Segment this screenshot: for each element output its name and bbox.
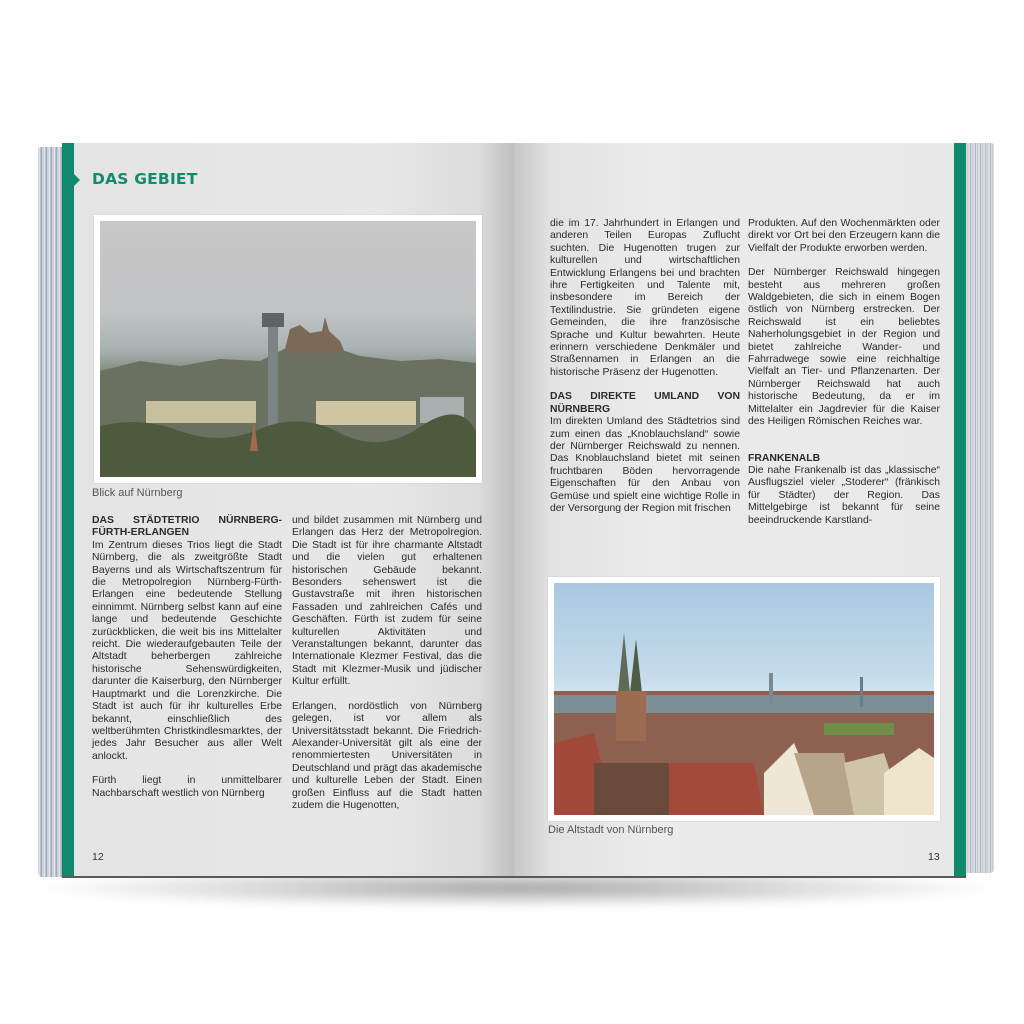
paragraph: die im 17. Jahrhundert in Erlangen und anderen Teilen Europas Zuflucht suchten. Die Hugenotten trugen zur kulturellen und wirtschaftlichen Entwicklung Erlangens bei und brachten ihre Fertigkeiten und Talente mit, insbesondere im Bereich der Textilindustrie. Sie gründeten eigene Gemeinden, die ihre französische Sprache und Kultur bewahrten. Heute erinnern verschiedene Denkmäler und Straßennamen in Erlangen an die historische Präsenz der Hugenotten. (550, 218, 740, 378)
paragraph: Der Nürnberger Reichswald hingegen besteht aus mehreren großen Waldgebieten, die sich in einem Bogen östlich von Nürnberg erstrecken. Der Reichswald ist ein beliebtes Naherholungsgebiet in der Region und bietet zahlreiche Wander- und Fahrradwege sowie eine reichhaltige Vielfalt an Tier- und Pflanzenarten. Der Nürnberger Reichswald hat auch historische Bedeutung, da er im Mittelalter ein Jagdrevier für die Kaiser des Heiligen Römischen Reiches war. (748, 267, 940, 428)
text-column-2 (748, 218, 940, 539)
page-stack-left (38, 147, 64, 877)
article-heading: DAS DIREKTE UMLAND VON NÜRNBERG (550, 391, 740, 415)
photo-rooftops (554, 583, 934, 815)
page-number: 12 (92, 851, 104, 863)
paragraph: Fürth liegt in unmittelbarer Nachbarschaft westlich von Nürnberg (92, 775, 282, 799)
photo-skyline (100, 221, 476, 477)
photo-caption: Blick auf Nürnberg (92, 487, 183, 499)
article-heading: DAS STÄDTETRIO NÜRNBERG-FÜRTH-ERLANGEN (92, 515, 282, 539)
paragraph: Im Zentrum dieses Trios liegt die Stadt Nürnberg, die als zweitgrößte Stadt Bayerns und als Wirtschaftszentrum für die Metropolregion Nürnberg-Fürth-Erlangen eine bedeutende Stellung einnimmt. Nürnberg selbst kann auf eine lange und bedeutende Geschichte zurückblicken, die weit bis ins Mittelalter reicht. Die wiederaufgebauten Teile der Altstadt beherbergen zahlreiche historische Sehenswürdigkeiten, darunter die Kaiserburg, den Nürnberger Hauptmarkt und die Lorenzkirche. Die Stadt ist auch für ihr kulturelles Erbe bekannt, einschließlich des weltberühmten Christkindlesmarktes, der jedes Jahr Besucher aus aller Welt anlockt. (92, 539, 282, 762)
text-column-1 (550, 218, 740, 527)
section-marker-icon (74, 174, 80, 186)
text-column-1 (92, 515, 282, 812)
photo-nuernberg-view (94, 215, 482, 483)
article-heading: FRANKENALB (748, 452, 821, 464)
page-number: 13 (928, 851, 940, 863)
paragraph: und bildet zusammen mit Nürnberg und Erlangen das Herz der Metropolregion. Die Stadt ist für ihre charmante Altstadt und die vielen gut erhaltenen historischen Gebäude bekannt. Besonders sehenswert ist die Gustavstraße mit ihren historischen Fassaden und zahlreichen Cafés und Geschäften. Fürth ist zudem für seine kulturellen Aktivitäten und Veranstaltungen bekannt, darunter das Internationale Klezmer Festival, das die Stadt mit Klezmer-Musik und jüdischer Kultur erfüllt. (292, 515, 482, 688)
paragraph: Die nahe Frankenalb ist das „klassische“ Ausflugsziel vieler „Stoderer“ (fränkisch für Städter) der Region. Das Mittelgebirge ist bekannt für seine beeindruckende Karstland- (748, 464, 940, 526)
right-page (514, 143, 966, 878)
text-column-2 (292, 515, 482, 824)
photo-caption: Die Altstadt von Nürnberg (548, 824, 674, 836)
paragraph: Im direkten Umland des Städtetrios sind zum einen das „Knoblauchsland“ sowie der Nürnberger Reichswald zu nennen. Das Knoblauchsland bietet mit seinen fruchtbaren Böden hervorragende Eigenschaften für den Anbau von Gemüse und spielt eine wichtige Rolle in der Versorgung der Region mit frischen (550, 416, 740, 514)
section-title: DAS GEBIET (92, 170, 198, 188)
photo-altstadt (548, 577, 940, 821)
page-stack-right (966, 143, 994, 873)
paragraph: Produkten. Auf den Wochenmärkten oder direkt vor Ort bei den Erzeugern kann die Vielfalt der Produkte erworben werden. (748, 218, 940, 254)
accent-bar (954, 143, 966, 876)
rooftops-illustration (554, 583, 934, 815)
paragraph: Erlangen, nordöstlich von Nürnberg gelegen, ist vor allem als Universitätsstadt bekannt. Die Friedrich-Alexander-Universität gilt als eine der renommiertesten Universitäten in Deutschland und prägt das akademische und kulturelle Leben der Stadt. Einen großen Einfluss auf die Stadt hatten zudem die Hugenotten, (292, 700, 482, 811)
left-page (62, 143, 514, 878)
accent-bar (62, 143, 74, 876)
skyline-illustration (100, 221, 476, 477)
